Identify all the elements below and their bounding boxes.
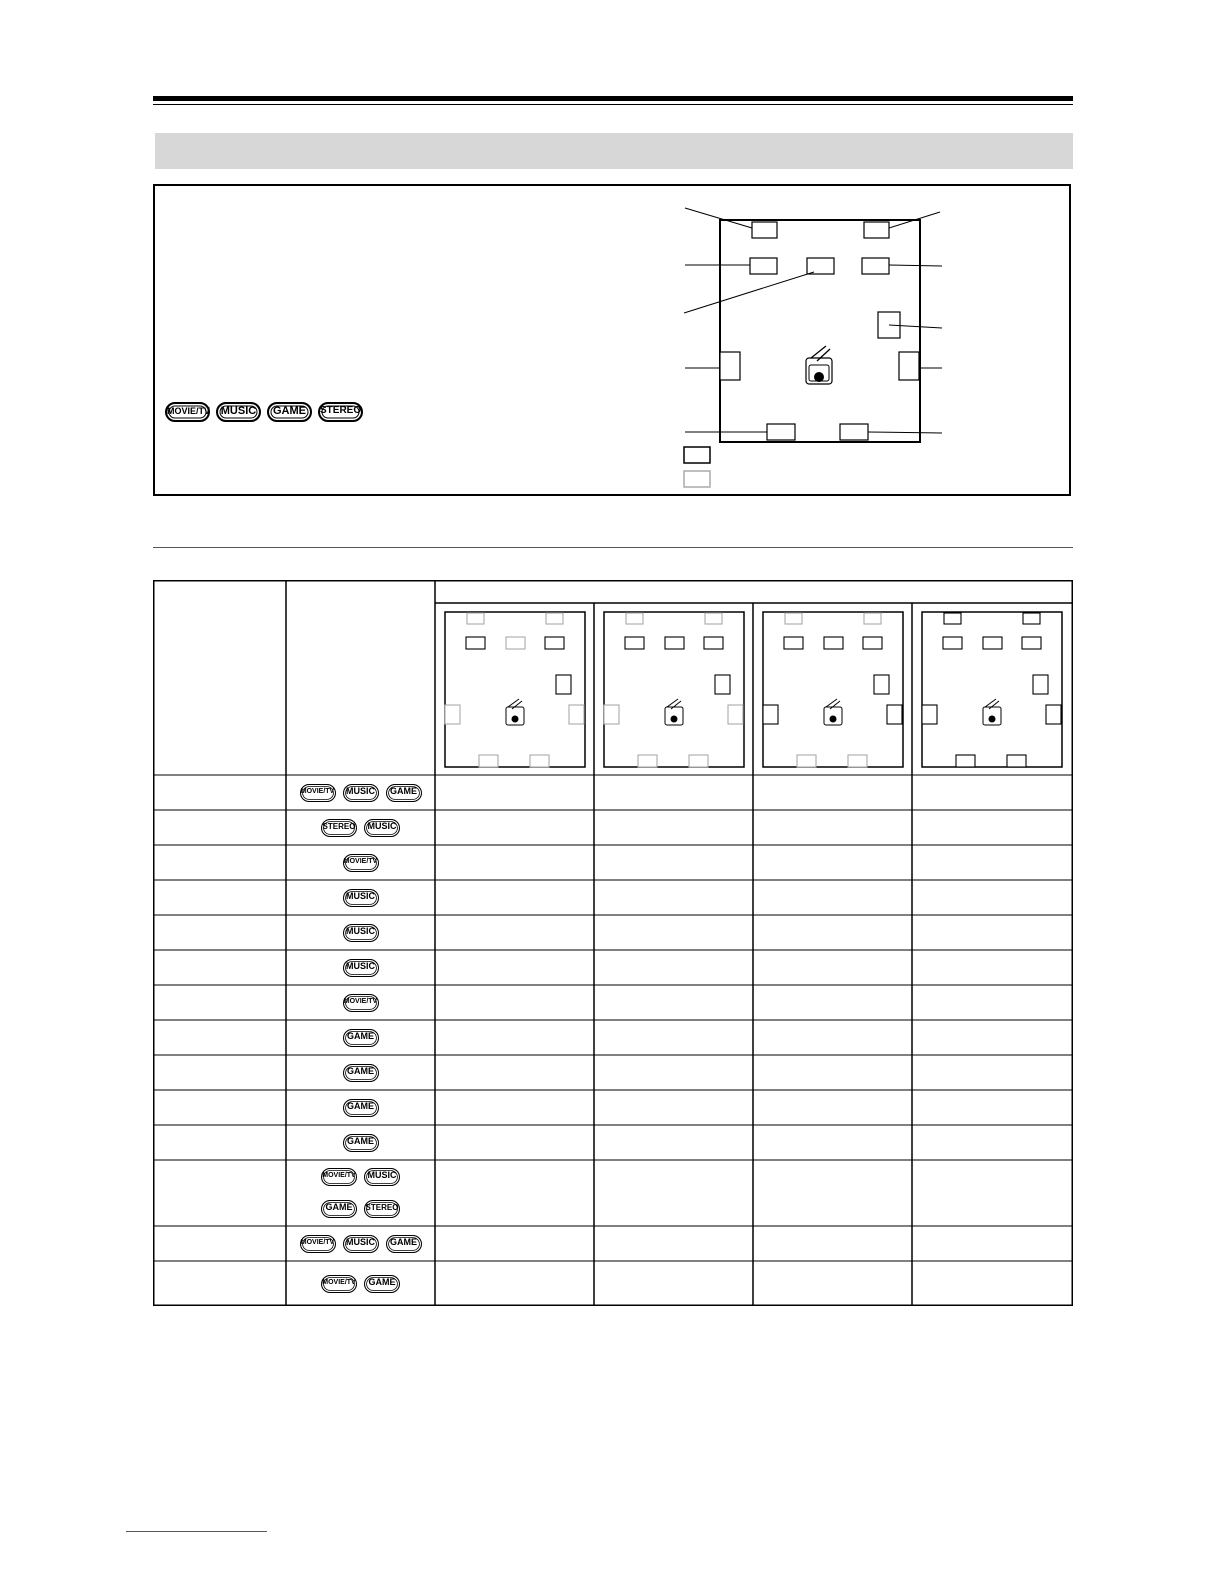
front-left-speaker — [943, 637, 962, 649]
music-button[interactable]: MUSIC — [343, 784, 379, 802]
music-button[interactable]: MUSIC — [364, 1168, 400, 1186]
front-right-speaker — [862, 258, 889, 274]
surround-back-right-speaker — [1007, 755, 1026, 767]
listener-chair-icon — [824, 699, 842, 725]
game-button[interactable]: GAME — [386, 784, 422, 802]
surround-right-speaker — [728, 705, 743, 724]
front-left-speaker — [750, 258, 777, 274]
surround-right-speaker — [1046, 705, 1061, 724]
surround-back-left-speaker — [797, 755, 816, 767]
subwoofer — [715, 675, 730, 694]
stereo-button[interactable]: STEREO — [318, 402, 363, 422]
surround-back-left-speaker — [638, 755, 657, 767]
layout-diagram-3 — [761, 610, 905, 768]
game-button[interactable]: GAME — [343, 1134, 379, 1152]
front-high-right-speaker — [864, 613, 881, 624]
stereo-button[interactable]: STEREO — [321, 819, 357, 837]
movie-tv-button[interactable]: MOVIE/TV — [321, 1168, 357, 1186]
surround-back-left-speaker — [767, 424, 795, 440]
front-high-right-speaker — [705, 613, 722, 624]
center-speaker — [665, 637, 684, 649]
front-high-right-speaker — [1023, 613, 1040, 624]
front-high-left-speaker — [752, 222, 777, 238]
surround-right-speaker — [887, 705, 902, 724]
game-button[interactable]: GAME — [343, 1099, 379, 1117]
front-high-left-speaker — [626, 613, 643, 624]
surround-left-speaker — [720, 352, 740, 380]
listener-chair-icon — [806, 346, 832, 384]
front-high-right-speaker — [864, 222, 889, 238]
top-rule-thick — [153, 96, 1073, 101]
layout-diagram-4 — [920, 610, 1064, 768]
movie-tv-button[interactable]: MOVIE/TV — [300, 784, 336, 802]
subwoofer — [874, 675, 889, 694]
subwoofer — [1033, 675, 1048, 694]
movie-tv-button[interactable]: MOVIE/TV — [343, 994, 379, 1012]
surround-right-speaker — [899, 352, 919, 380]
movie-tv-button[interactable]: MOVIE/TV — [165, 402, 210, 422]
top-rule-thin — [153, 104, 1073, 105]
surround-back-right-speaker — [689, 755, 708, 767]
listener-chair-icon — [506, 699, 524, 725]
movie-tv-button[interactable]: MOVIE/TV — [343, 854, 379, 872]
listener-chair-icon — [983, 699, 1001, 725]
movie-tv-button[interactable]: MOVIE/TV — [300, 1235, 336, 1253]
game-button[interactable]: GAME — [386, 1235, 422, 1253]
section-divider — [153, 547, 1073, 548]
front-right-speaker — [1022, 637, 1041, 649]
game-button[interactable]: GAME — [343, 1064, 379, 1082]
surround-left-speaker — [445, 705, 460, 724]
listener-chair-icon — [665, 699, 683, 725]
front-right-speaker — [863, 637, 882, 649]
surround-left-speaker — [922, 705, 937, 724]
front-high-left-speaker — [467, 613, 484, 624]
game-button[interactable]: GAME — [267, 402, 312, 422]
music-button[interactable]: MUSIC — [343, 889, 379, 907]
center-speaker — [807, 258, 834, 274]
surround-left-speaker — [604, 705, 619, 724]
music-button[interactable]: MUSIC — [364, 819, 400, 837]
layout-diagram-1 — [443, 610, 587, 768]
legend-inactive-box — [684, 471, 710, 487]
front-right-speaker — [545, 637, 564, 649]
surround-back-right-speaker — [840, 424, 868, 440]
front-high-left-speaker — [785, 613, 802, 624]
surround-right-speaker — [569, 705, 584, 724]
surround-left-speaker — [763, 705, 778, 724]
front-left-speaker — [625, 637, 644, 649]
front-high-right-speaker — [546, 613, 563, 624]
front-right-speaker — [704, 637, 723, 649]
game-button[interactable]: GAME — [321, 1200, 357, 1218]
subwoofer — [556, 675, 571, 694]
footer-link-underline — [126, 1531, 267, 1532]
center-speaker — [506, 637, 525, 649]
surround-back-left-speaker — [956, 755, 975, 767]
speaker-placement-diagram — [670, 200, 960, 500]
music-button[interactable]: MUSIC — [343, 924, 379, 942]
music-button[interactable]: MUSIC — [216, 402, 261, 422]
surround-back-right-speaker — [530, 755, 549, 767]
stereo-button[interactable]: STEREO — [364, 1200, 400, 1218]
surround-back-right-speaker — [848, 755, 867, 767]
front-left-speaker — [784, 637, 803, 649]
movie-tv-button[interactable]: MOVIE/TV — [321, 1275, 357, 1293]
section-heading-bar — [155, 133, 1073, 169]
surround-back-left-speaker — [479, 755, 498, 767]
layout-diagram-2 — [602, 610, 746, 768]
music-button[interactable]: MUSIC — [343, 1235, 379, 1253]
center-speaker — [983, 637, 1002, 649]
front-left-speaker — [466, 637, 485, 649]
legend-active-box — [684, 447, 710, 463]
front-high-left-speaker — [944, 613, 961, 624]
music-button[interactable]: MUSIC — [343, 959, 379, 977]
game-button[interactable]: GAME — [343, 1029, 379, 1047]
game-button[interactable]: GAME — [364, 1275, 400, 1293]
center-speaker — [824, 637, 843, 649]
